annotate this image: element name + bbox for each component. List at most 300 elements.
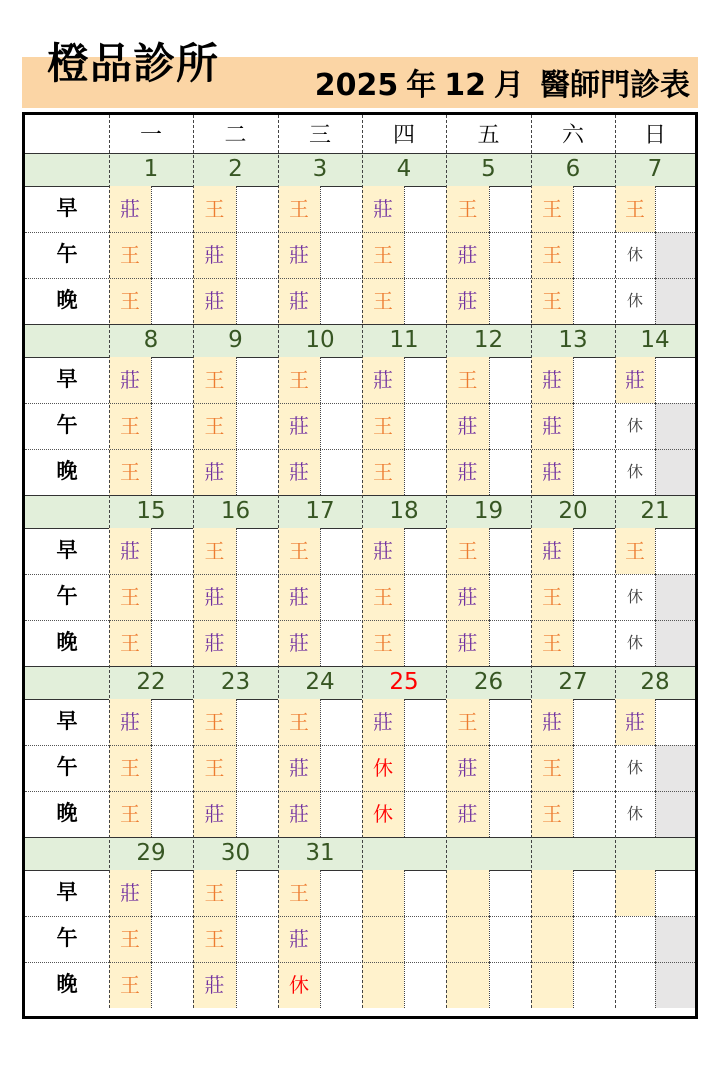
doctor-assignment: 王 [120, 414, 140, 438]
cell-divider [655, 403, 656, 449]
cell-divider [655, 357, 656, 403]
doctor-assignment: 莊 [625, 710, 645, 734]
cell-divider [573, 870, 574, 916]
doctor-assignment: 莊 [120, 710, 140, 734]
doctor-assignment: 莊 [204, 585, 225, 609]
date-number: 25 [389, 669, 419, 695]
slot-label: 午 [56, 926, 78, 950]
slot-divider [25, 574, 695, 575]
slot-divider [25, 278, 695, 279]
slot-label: 早 [56, 709, 78, 733]
cell-divider [655, 186, 656, 232]
slot-shade [362, 962, 404, 1008]
weekday-header: 一 [139, 123, 162, 148]
doctor-assignment: 莊 [625, 368, 645, 392]
cell-divider [320, 574, 321, 620]
doctor-assignment: 王 [204, 881, 225, 905]
doctor-assignment: 王 [457, 710, 478, 734]
date-number: 22 [136, 669, 166, 695]
cell-divider [573, 916, 574, 962]
slot-shade [531, 916, 573, 962]
cell-divider [404, 186, 405, 232]
cell-divider [404, 403, 405, 449]
doctor-assignment: 王 [373, 460, 393, 484]
slot-label: 晚 [56, 972, 78, 996]
doctor-assignment: 莊 [120, 539, 140, 563]
title-year: 2025 [314, 68, 399, 103]
cell-divider [573, 278, 574, 324]
date-number: 16 [220, 498, 251, 524]
slot-label: 早 [56, 880, 78, 904]
date-number: 12 [473, 327, 504, 353]
slot-label: 晚 [56, 630, 78, 654]
cell-divider [573, 699, 574, 745]
cell-divider [236, 962, 237, 1008]
doctor-assignment: 莊 [204, 460, 225, 484]
doctor-assignment: 王 [204, 927, 225, 951]
cell-divider [320, 745, 321, 791]
title-month: 12 [444, 68, 486, 103]
closed-mark: 休 [373, 756, 393, 780]
date-number: 5 [481, 156, 496, 182]
closed-mark: 休 [626, 633, 643, 652]
cell-divider [151, 791, 152, 837]
cell-divider [404, 528, 405, 574]
closed-slot [655, 232, 695, 278]
cell-divider [573, 403, 574, 449]
doctor-assignment: 莊 [457, 289, 478, 313]
title-year-unit: 年 [406, 68, 437, 103]
cell-divider [573, 528, 574, 574]
doctor-assignment: 莊 [373, 710, 393, 734]
cell-divider [489, 403, 490, 449]
doctor-assignment: 王 [625, 539, 645, 563]
doctor-assignment: 王 [120, 802, 140, 826]
doctor-assignment: 王 [289, 368, 309, 392]
closed-mark: 休 [626, 416, 643, 435]
doctor-assignment: 莊 [204, 802, 225, 826]
doctor-assignment: 王 [204, 756, 225, 780]
doctor-assignment: 莊 [542, 414, 562, 438]
slot-shade [446, 962, 489, 1008]
cell-divider [404, 449, 405, 495]
cell-divider [655, 962, 656, 1008]
date-number: 23 [220, 669, 251, 695]
date-number: 27 [558, 669, 588, 695]
doctor-assignment: 莊 [289, 927, 309, 951]
closed-mark: 休 [626, 758, 643, 777]
cell-divider [404, 745, 405, 791]
slot-divider [25, 962, 695, 963]
date-number [362, 837, 446, 870]
cell-divider [236, 186, 237, 232]
doctor-assignment: 莊 [289, 414, 309, 438]
date-number: 29 [136, 840, 166, 866]
column-divider [531, 115, 532, 1008]
cell-divider [655, 232, 656, 278]
cell-divider [489, 528, 490, 574]
doctor-assignment: 王 [204, 414, 225, 438]
cell-divider [489, 962, 490, 1008]
doctor-assignment: 莊 [542, 368, 562, 392]
cell-divider [573, 791, 574, 837]
cell-divider [236, 791, 237, 837]
closed-mark: 休 [626, 804, 643, 823]
column-divider [615, 115, 616, 1008]
slot-divider [25, 745, 695, 746]
doctor-assignment: 王 [204, 710, 225, 734]
cell-divider [573, 449, 574, 495]
cell-divider [489, 186, 490, 232]
closed-slot [655, 574, 695, 620]
cell-divider [655, 916, 656, 962]
cell-divider [236, 916, 237, 962]
closed-slot [655, 403, 695, 449]
doctor-assignment: 王 [204, 539, 225, 563]
weekday-header: 四 [392, 123, 415, 148]
slot-shade [531, 870, 573, 916]
cell-divider [151, 357, 152, 403]
cell-divider [320, 278, 321, 324]
doctor-assignment: 莊 [204, 289, 225, 313]
column-divider [446, 115, 447, 1008]
title-month-unit: 月 [494, 68, 524, 103]
cell-divider [489, 699, 490, 745]
cell-divider [404, 916, 405, 962]
cell-divider [320, 870, 321, 916]
cell-divider [655, 574, 656, 620]
doctor-assignment: 王 [542, 197, 562, 221]
cell-divider [573, 962, 574, 1008]
date-number: 4 [396, 156, 412, 182]
date-number [531, 837, 615, 870]
doctor-assignment: 莊 [542, 539, 562, 563]
doctor-assignment: 王 [373, 631, 393, 655]
doctor-assignment: 莊 [457, 585, 478, 609]
doctor-assignment: 莊 [373, 539, 393, 563]
date-number: 13 [558, 327, 588, 353]
slot-shade [615, 870, 655, 916]
doctor-assignment: 莊 [204, 631, 225, 655]
doctor-assignment: 莊 [542, 460, 562, 484]
row-divider [25, 837, 695, 838]
cell-divider [489, 791, 490, 837]
slot-shade [531, 962, 573, 1008]
date-number: 18 [389, 498, 419, 524]
weekday-header: 六 [561, 123, 584, 148]
doctor-assignment: 莊 [120, 368, 140, 392]
doctor-assignment: 莊 [289, 631, 309, 655]
date-number: 2 [228, 156, 243, 182]
date-number: 10 [305, 327, 335, 353]
cell-divider [489, 620, 490, 666]
doctor-assignment: 王 [457, 368, 478, 392]
doctor-assignment: 王 [625, 197, 645, 221]
closed-mark: 休 [626, 587, 643, 606]
doctor-assignment: 王 [120, 631, 140, 655]
date-number [615, 837, 695, 870]
cell-divider [489, 574, 490, 620]
cell-divider [151, 620, 152, 666]
cell-divider [320, 403, 321, 449]
cell-divider [236, 403, 237, 449]
date-number: 30 [220, 840, 251, 866]
doctor-assignment: 王 [542, 289, 562, 313]
cell-divider [320, 620, 321, 666]
cell-divider [320, 699, 321, 745]
weekday-header: 二 [224, 123, 247, 148]
slot-divider [25, 620, 695, 621]
date-number: 17 [305, 498, 335, 524]
clinic-name: 橙品診所 [47, 39, 220, 88]
cell-divider [151, 745, 152, 791]
cell-divider [151, 962, 152, 1008]
slot-divider [25, 791, 695, 792]
closed-slot [655, 278, 695, 324]
cell-divider [151, 449, 152, 495]
cell-divider [320, 232, 321, 278]
cell-divider [151, 403, 152, 449]
date-number: 26 [473, 669, 504, 695]
doctor-assignment: 莊 [457, 631, 478, 655]
doctor-assignment: 王 [457, 539, 478, 563]
slot-divider [25, 916, 695, 917]
doctor-assignment: 莊 [289, 243, 309, 267]
doctor-assignment: 王 [542, 631, 562, 655]
slot-label: 午 [56, 413, 78, 437]
cell-divider [404, 357, 405, 403]
closed-mark: 休 [373, 802, 393, 826]
cell-divider [151, 870, 152, 916]
slot-label: 晚 [56, 801, 78, 825]
cell-divider [655, 699, 656, 745]
date-number: 6 [565, 156, 581, 182]
cell-divider [655, 620, 656, 666]
cell-divider [573, 745, 574, 791]
slot-shade [446, 870, 489, 916]
date-number: 15 [136, 498, 166, 524]
slot-label: 午 [56, 584, 78, 608]
cell-divider [320, 916, 321, 962]
doctor-assignment: 王 [289, 881, 309, 905]
doctor-assignment: 王 [289, 539, 309, 563]
closed-mark: 休 [289, 973, 309, 997]
slot-label: 早 [56, 538, 78, 562]
cell-divider [404, 791, 405, 837]
doctor-assignment: 莊 [457, 802, 478, 826]
cell-divider [320, 962, 321, 1008]
cell-divider [236, 357, 237, 403]
closed-slot [655, 620, 695, 666]
cell-divider [320, 449, 321, 495]
cell-divider [236, 278, 237, 324]
date-number: 9 [228, 327, 243, 353]
doctor-assignment: 王 [542, 756, 562, 780]
cell-divider [655, 449, 656, 495]
slot-shade [362, 916, 404, 962]
row-divider [25, 666, 695, 667]
slot-divider [25, 449, 695, 450]
doctor-assignment: 莊 [457, 414, 478, 438]
date-number: 21 [640, 498, 670, 524]
weekday-header: 五 [477, 123, 500, 148]
slot-label: 早 [56, 196, 78, 220]
doctor-assignment: 王 [120, 585, 140, 609]
cell-divider [320, 528, 321, 574]
doctor-assignment: 莊 [289, 802, 309, 826]
closed-slot [655, 916, 695, 962]
doctor-assignment: 王 [204, 368, 225, 392]
date-number: 31 [305, 840, 335, 866]
cell-divider [489, 870, 490, 916]
cell-divider [489, 449, 490, 495]
cell-divider [404, 620, 405, 666]
cell-divider [573, 574, 574, 620]
cell-divider [151, 232, 152, 278]
doctor-assignment: 王 [373, 585, 393, 609]
doctor-assignment: 王 [542, 802, 562, 826]
slot-label: 晚 [56, 459, 78, 483]
date-number [446, 837, 531, 870]
doctor-assignment: 王 [120, 460, 140, 484]
cell-divider [404, 962, 405, 1008]
cell-divider [655, 528, 656, 574]
cell-divider [489, 278, 490, 324]
doctor-assignment: 莊 [204, 243, 225, 267]
cell-divider [236, 699, 237, 745]
date-number: 28 [640, 669, 670, 695]
doctor-assignment: 王 [204, 197, 225, 221]
cell-divider [151, 574, 152, 620]
doctor-assignment: 莊 [289, 289, 309, 313]
doctor-assignment: 莊 [120, 881, 140, 905]
column-divider [193, 115, 194, 1008]
date-number: 24 [305, 669, 335, 695]
cell-divider [151, 916, 152, 962]
column-divider [109, 115, 110, 1008]
row-divider [25, 495, 695, 496]
date-number: 3 [312, 156, 328, 182]
date-number: 20 [558, 498, 588, 524]
doctor-assignment: 王 [120, 927, 140, 951]
header-divider [25, 153, 695, 154]
cell-divider [489, 916, 490, 962]
doctor-assignment: 莊 [289, 756, 309, 780]
slot-shade [446, 916, 489, 962]
cell-divider [655, 278, 656, 324]
column-divider [362, 115, 363, 1008]
cell-divider [404, 699, 405, 745]
cell-divider [573, 232, 574, 278]
schedule-title [315, 64, 690, 108]
doctor-assignment: 王 [542, 585, 562, 609]
doctor-assignment: 莊 [457, 756, 478, 780]
closed-mark: 休 [626, 245, 643, 264]
cell-divider [404, 232, 405, 278]
doctor-assignment: 王 [120, 243, 140, 267]
doctor-assignment: 莊 [542, 710, 562, 734]
cell-divider [236, 620, 237, 666]
date-number: 14 [640, 327, 670, 353]
closed-slot [655, 791, 695, 837]
closed-slot [655, 745, 695, 791]
doctor-assignment: 王 [373, 289, 393, 313]
doctor-assignment: 王 [457, 197, 478, 221]
doctor-assignment: 莊 [373, 197, 393, 221]
title-document: 醫師門診表 [540, 68, 690, 103]
doctor-assignment: 王 [120, 973, 140, 997]
date-number: 11 [389, 327, 419, 353]
slot-shade [362, 870, 404, 916]
doctor-assignment: 王 [289, 710, 309, 734]
slot-label: 午 [56, 755, 78, 779]
cell-divider [236, 232, 237, 278]
cell-divider [236, 528, 237, 574]
slot-divider [25, 403, 695, 404]
date-number: 8 [143, 327, 159, 353]
slot-label: 午 [56, 242, 78, 266]
doctor-assignment: 王 [120, 756, 140, 780]
cell-divider [236, 870, 237, 916]
cell-divider [404, 278, 405, 324]
cell-divider [573, 186, 574, 232]
column-divider [278, 115, 279, 1008]
slot-label: 晚 [56, 288, 78, 312]
cell-divider [655, 870, 656, 916]
doctor-assignment: 莊 [204, 973, 225, 997]
date-number: 19 [473, 498, 504, 524]
cell-divider [236, 449, 237, 495]
closed-mark: 休 [626, 462, 643, 481]
closed-slot [655, 962, 695, 1008]
cell-divider [573, 357, 574, 403]
cell-divider [320, 791, 321, 837]
cell-divider [320, 186, 321, 232]
doctor-assignment: 莊 [457, 243, 478, 267]
cell-divider [236, 574, 237, 620]
cell-divider [151, 528, 152, 574]
slot-divider [25, 232, 695, 233]
closed-slot [655, 449, 695, 495]
doctor-assignment: 莊 [457, 460, 478, 484]
doctor-assignment: 莊 [120, 197, 140, 221]
cell-divider [151, 699, 152, 745]
cell-divider [489, 357, 490, 403]
doctor-assignment: 王 [373, 243, 393, 267]
doctor-assignment: 王 [289, 197, 309, 221]
cell-divider [151, 186, 152, 232]
cell-divider [655, 791, 656, 837]
weekday-header: 日 [643, 123, 666, 148]
doctor-assignment: 王 [120, 289, 140, 313]
doctor-assignment: 王 [373, 414, 393, 438]
cell-divider [655, 745, 656, 791]
row-divider [25, 324, 695, 325]
cell-divider [404, 574, 405, 620]
weekday-header: 三 [308, 123, 331, 148]
doctor-assignment: 莊 [289, 460, 309, 484]
cell-divider [404, 870, 405, 916]
doctor-assignment: 莊 [373, 368, 393, 392]
closed-mark: 休 [626, 291, 643, 310]
cell-divider [573, 620, 574, 666]
doctor-assignment: 莊 [289, 585, 309, 609]
slot-label: 早 [56, 367, 78, 391]
cell-divider [151, 278, 152, 324]
cell-divider [236, 745, 237, 791]
date-number: 1 [143, 156, 159, 182]
cell-divider [489, 745, 490, 791]
